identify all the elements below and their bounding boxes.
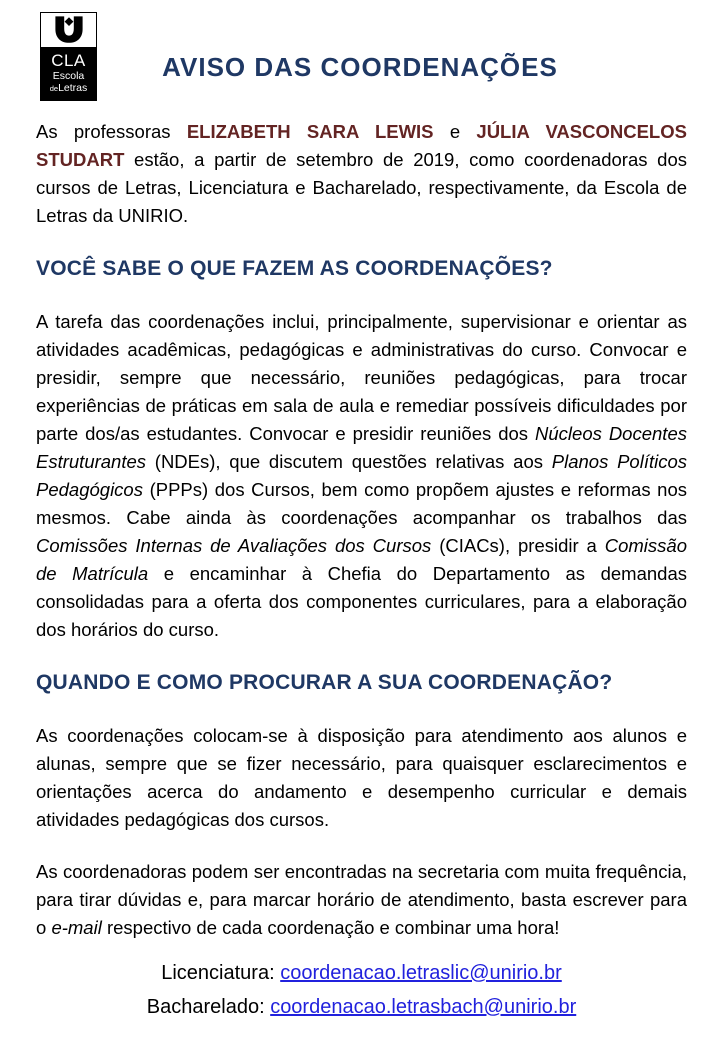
unirio-u-icon [53,16,85,44]
page-header [0,0,720,118]
text-segment: (CIACs), presidir a [431,535,605,556]
licenciatura-label: Licenciatura: [161,962,281,984]
unirio-emblem [41,13,96,47]
professor-name: ELIZABETH SARA LEWIS [186,121,434,142]
section-heading-when-how-to-contact: QUANDO E COMO PROCURAR A SUA COORDENAÇÃO? [36,671,613,694]
text-segment: estão, a partir de setembro de 2019, como coordenadoras dos cursos de Letras, Licenciatura e Bacharelado, respectivamente, da Escola de Letras da UNIRIO. [36,149,687,226]
logo-school-word: Escola [52,70,85,82]
contact-emails-block [36,956,687,1024]
professor-name: JÚLIA VASCONCELOS STUDART [36,121,687,170]
text-segment: As coordenações colocam-se à disposição para atendimento aos alunos e alunas, sempre que se fizer necessário, para quaisquer esclarecimentos e orientações acerca do andamento e desempenho curricular e demais atividades pedagógicas dos cursos. [36,725,687,830]
text-segment: A tarefa das coordenações inclui, principalmente, supervisionar e orientar as atividades acadêmicas, pedagógicas e administrativas do curso. Convocar e presidir, sempre que necessário, reuniões pedagógicas, para trocar experiências de práticas em sala de aula e remediar possíveis dificuldades por parte dos/as estudantes. Convocar e presidir reuniões dos [36,311,687,444]
bacharelado-email-link[interactable]: coordenacao.letrasbach@unirio.br [270,996,577,1018]
text-segment: As professoras [36,121,187,142]
text-segment: e [433,121,477,142]
how-to-schedule-paragraph [36,858,687,942]
text-segment: As coordenadoras podem ser encontradas na secretaria com muita frequência, para tirar dúvidas e, para marcar horário de atendimento, basta escrever para o [36,861,687,938]
logo-de-word: de [49,83,59,93]
contact-bacharelado [36,990,687,1024]
text-segment: e encaminhar à Chefia do Departamento as demandas consolidadas para a oferta dos componentes curriculares, para a elaboração dos horários do curso. [36,563,687,640]
text-segment: Núcleos Docentes Estruturantes [36,423,687,472]
text-segment: Planos Políticos Pedagógicos [36,451,687,500]
coordination-tasks-paragraph [36,308,687,644]
bacharelado-label: Bacharelado: [146,996,271,1018]
logo-acronym: CLA [51,51,86,70]
section-heading-what-coordinations-do: VOCÊ SABE O QUE FAZEM AS COORDENAÇÕES? [36,257,553,280]
licenciatura-email-link[interactable]: coordenacao.letraslic@unirio.br [280,962,562,984]
text-segment: e-mail [51,917,102,938]
document-body [0,118,720,1024]
text-segment: (NDEs), que discutem questões relativas aos [146,451,552,472]
text-segment: Comissão de Matrícula [36,535,687,584]
availability-paragraph [36,722,687,834]
text-segment: Comissões Internas de Avaliações dos Cursos [36,535,432,556]
page-title: AVISO DAS COORDENAÇÕES [162,52,558,82]
paragraph-spacer [36,834,687,858]
contact-licenciatura [36,956,687,990]
logo-letras-word: deLetras [49,81,88,94]
text-segment: respectivo de cada coordenação e combinar uma hora! [101,917,560,938]
text-segment: (PPPs) dos Cursos, bem como propõem ajustes e reformas nos mesmos. Cabe ainda às coordenações acompanhar os trabalhos das [36,479,687,528]
intro-paragraph [36,118,687,230]
